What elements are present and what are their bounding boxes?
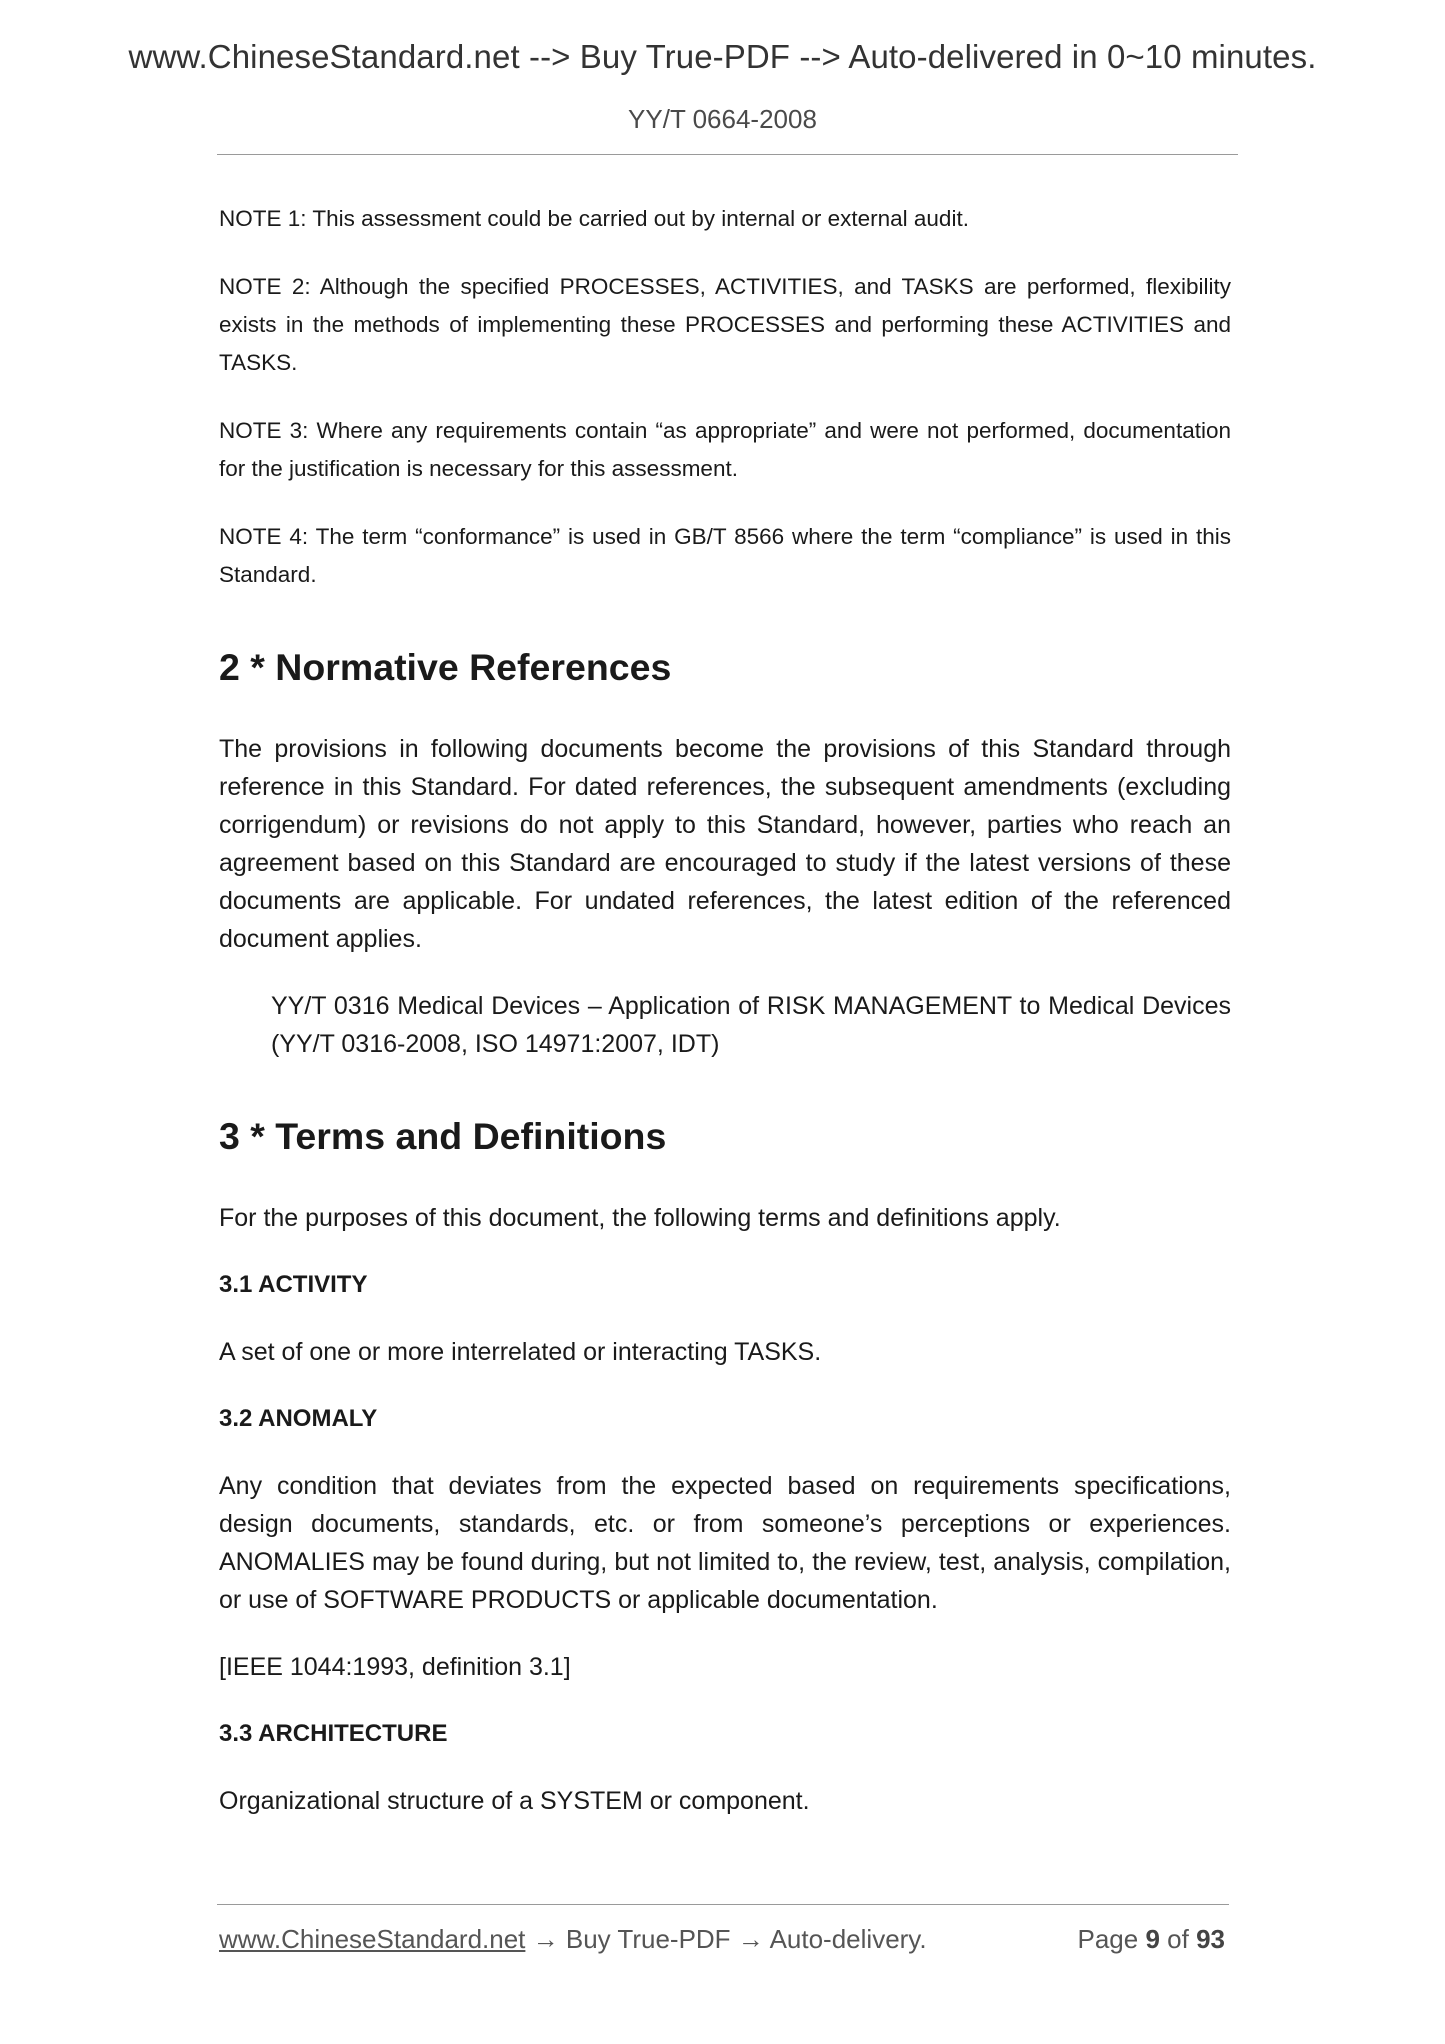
term-3-3-definition: Organizational structure of a SYSTEM or component.: [219, 1787, 810, 1815]
term-3-2-definition: Any condition that deviates from the expected based on requirements specifications, design documents, standards, etc. or from someone’s perceptions or experiences. ANOMALIES may be found during, but not limited to, the review, test, analysis, compilation, or use of SOFTWARE PRODUCTS or applicable documentation.: [219, 1472, 1231, 1614]
note-1: NOTE 1: This assessment could be carried out by internal or external audit.: [219, 206, 969, 231]
page-number: 9: [1145, 1924, 1160, 1954]
term-3-2-source: [IEEE 1044:1993, definition 3.1]: [219, 1653, 571, 1681]
standard-number: YY/T 0664-2008: [628, 104, 817, 134]
footer-link[interactable]: www.ChineseStandard.net: [219, 1924, 526, 1954]
note-4: NOTE 4: The term “conformance” is used in GB/T 8566 where the term “compliance” is used in this Standard.: [219, 524, 1231, 587]
note-2: NOTE 2: Although the specified PROCESSES, ACTIVITIES, and TASKS are performed, flexibility exists in the methods of implementing these PROCESSES and performing these ACTIVITIES and TASKS.: [219, 274, 1231, 375]
page-label: Page: [1077, 1924, 1139, 1954]
page-footer: [219, 1924, 1229, 1955]
term-3-1-definition: A set of one or more interrelated or interacting TASKS.: [219, 1338, 822, 1366]
section-3-intro: For the purposes of this document, the following terms and definitions apply.: [219, 1204, 1061, 1232]
page-content: [219, 200, 1231, 1849]
section-2-paragraph: The provisions in following documents become the provisions of this Standard through reference in this Standard. For dated references, the subsequent amendments (excluding corrigendum) or revisions do not apply to this Standard, however, parties who reach an agreement based on this Standard are encouraged to study if the latest versions of these documents are applicable. For undated references, the latest edition of the referenced document applies.: [219, 735, 1231, 953]
section-3-heading: 3 * Terms and Definitions: [219, 1115, 667, 1157]
footer-text: → Buy True-PDF → Auto-delivery.: [525, 1924, 927, 1954]
of-label: of: [1167, 1924, 1189, 1954]
total-pages: 93: [1196, 1924, 1225, 1954]
footer-divider: [217, 1904, 1229, 1905]
term-3-1-title: 3.1 ACTIVITY: [219, 1271, 368, 1298]
header-divider: [217, 154, 1238, 155]
term-3-2-title: 3.2 ANOMALY: [219, 1405, 378, 1432]
top-banner: www.ChineseStandard.net --> Buy True-PDF --> Auto-delivered in 0~10 minutes.: [128, 38, 1317, 75]
note-3: NOTE 3: Where any requirements contain “as appropriate” and were not performed, documentation for the justification is necessary for this assessment.: [219, 418, 1231, 481]
section-2-heading: 2 * Normative References: [219, 646, 672, 688]
term-3-3-title: 3.3 ARCHITECTURE: [219, 1720, 448, 1747]
page-indicator: [1077, 1924, 1225, 1955]
normative-reference: YY/T 0316 Medical Devices – Application of RISK MANAGEMENT to Medical Devices (YY/T 0316-2008, ISO 14971:2007, IDT): [271, 992, 1231, 1058]
